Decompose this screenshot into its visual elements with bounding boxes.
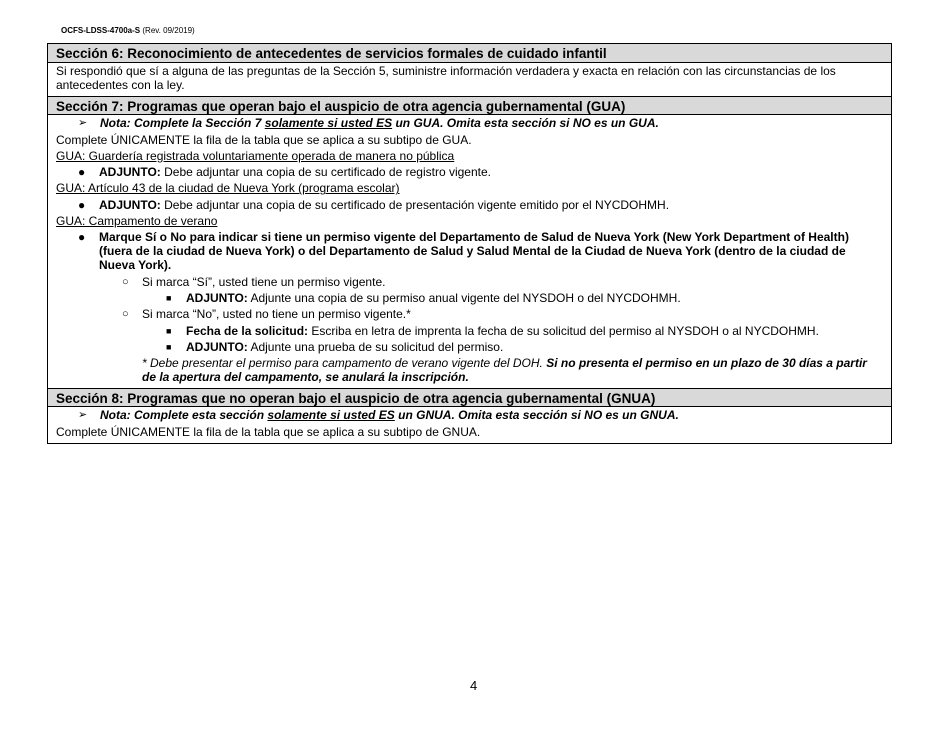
section7-note-text-c: un GUA. Omita esta sección si NO es un GUA. <box>392 116 659 131</box>
section6-title: Sección 6: Reconocimiento de antecedentes de servicios formales de cuidado infantil <box>48 44 891 63</box>
circle-bullet-icon: ○ <box>122 308 129 321</box>
permit-no-text: Si marca “No”, usted no tiene un permiso vigente.* <box>142 307 411 322</box>
section8-note-text-b: solamente si usted ES <box>267 408 395 423</box>
arrow-bullet-icon: ➢ <box>78 117 88 130</box>
form-code: OCFS-LDSS-4700a-S <box>61 26 141 35</box>
arrow-bullet-icon: ➢ <box>78 409 88 422</box>
permit-yes-attachment <box>56 291 883 305</box>
section8-instruction: Complete ÚNICAMENTE la fila de la tabla que se aplica a su subtipo de GNUA. <box>56 424 481 439</box>
gua-subtype-registered: GUA: Guardería registrada voluntariamente operada de manera no pública <box>56 148 455 163</box>
square-bullet-icon: ■ <box>166 292 172 303</box>
form-table <box>47 43 892 444</box>
gua-subtype-registered-attachment <box>56 165 883 179</box>
section7-note-text-b: solamente si usted ES <box>264 116 393 131</box>
attachment-text: Debe adjuntar una copia de su certificado de registro vigente. <box>160 165 491 180</box>
attachment-text: Debe adjuntar una copia de su certificado de presentación vigente emitido por el NYCDOHMH. <box>160 197 670 212</box>
attachment-label: ADJUNTO: <box>186 339 248 354</box>
attachment-text: Adjunte una copia de su permiso anual vigente del NYSDOH o del NYCDOHMH. <box>247 290 681 305</box>
footnote-italic: * Debe presentar el permiso para campamento de verano vigente del DOH. <box>142 356 547 371</box>
permit-no-attachment <box>56 340 883 354</box>
section7-note <box>56 116 883 130</box>
circle-bullet-icon: ○ <box>122 275 129 288</box>
permit-no-date <box>56 324 883 338</box>
date-text: Escriba en letra de imprenta la fecha de su solicitud del permiso al NYSDOH o al NYCDOHMH. <box>308 323 819 338</box>
attachment-label: ADJUNTO: <box>99 165 161 180</box>
bullet-icon: ● <box>78 197 86 212</box>
square-bullet-icon: ■ <box>166 325 172 336</box>
section8-note <box>56 408 883 422</box>
permit-yes-option <box>56 275 883 289</box>
section7-note-text-a: Nota: Complete la Sección 7 <box>100 116 265 131</box>
section8-note-text-a: Nota: Complete esta sección <box>100 408 268 423</box>
summer-camp-footnote <box>56 356 883 384</box>
footnote-bold: Si no presenta el permiso en un plazo de 30 días a partir de la apertura del campamento, se anulará la inscripción. <box>142 356 867 385</box>
section8-body <box>48 407 891 443</box>
section8-note-text-c: un GNUA. Omita esta sección si NO es un GNUA. <box>394 408 679 423</box>
gua-subtype-article43-attachment <box>56 198 883 212</box>
date-label: Fecha de la solicitud: <box>186 323 309 338</box>
section8-title: Sección 8: Programas que no operan bajo el auspicio de otra agencia gubernamental (GNUA) <box>48 388 891 407</box>
permit-yes-text: Si marca “Sí”, usted tiene un permiso vigente. <box>142 274 386 289</box>
permit-no-option <box>56 307 883 321</box>
section6-text: Si respondió que sí a alguna de las preguntas de la Sección 5, suministre información verdadera y exacta en relación con las circunstancias de los antecedentes con la ley. <box>56 64 836 92</box>
section7-body <box>48 115 891 388</box>
gua-subtype-summer-camp: GUA: Campamento de verano <box>56 214 218 229</box>
form-identifier <box>61 26 195 35</box>
summer-camp-permit-question <box>56 230 883 272</box>
summer-camp-permit-text: Marque Sí o No para indicar si tiene un permiso vigente del Departamento de Salud de Nueva York (New York Department of Health) (fuera de la ciudad de Nueva York) o del Departamento de Salud y Salud Mental de la Ciudad de Nueva York (dentro de la ciudad de Nueva York). <box>99 230 849 273</box>
form-revision: (Rev. 09/2019) <box>142 26 195 35</box>
page-number: 4 <box>470 678 478 693</box>
attachment-text: Adjunte una prueba de su solicitud del permiso. <box>247 339 504 354</box>
section6-body <box>48 63 891 96</box>
square-bullet-icon: ■ <box>166 341 172 352</box>
bullet-icon: ● <box>78 230 86 245</box>
attachment-label: ADJUNTO: <box>99 197 161 212</box>
section7-instruction: Complete ÚNICAMENTE la fila de la tabla que se aplica a su subtipo de GUA. <box>56 132 472 147</box>
gua-subtype-article43: GUA: Artículo 43 de la ciudad de Nueva York (programa escolar) <box>56 181 400 196</box>
bullet-icon: ● <box>78 165 86 180</box>
attachment-label: ADJUNTO: <box>186 290 248 305</box>
section7-title: Sección 7: Programas que operan bajo el auspicio de otra agencia gubernamental (GUA) <box>48 96 891 115</box>
